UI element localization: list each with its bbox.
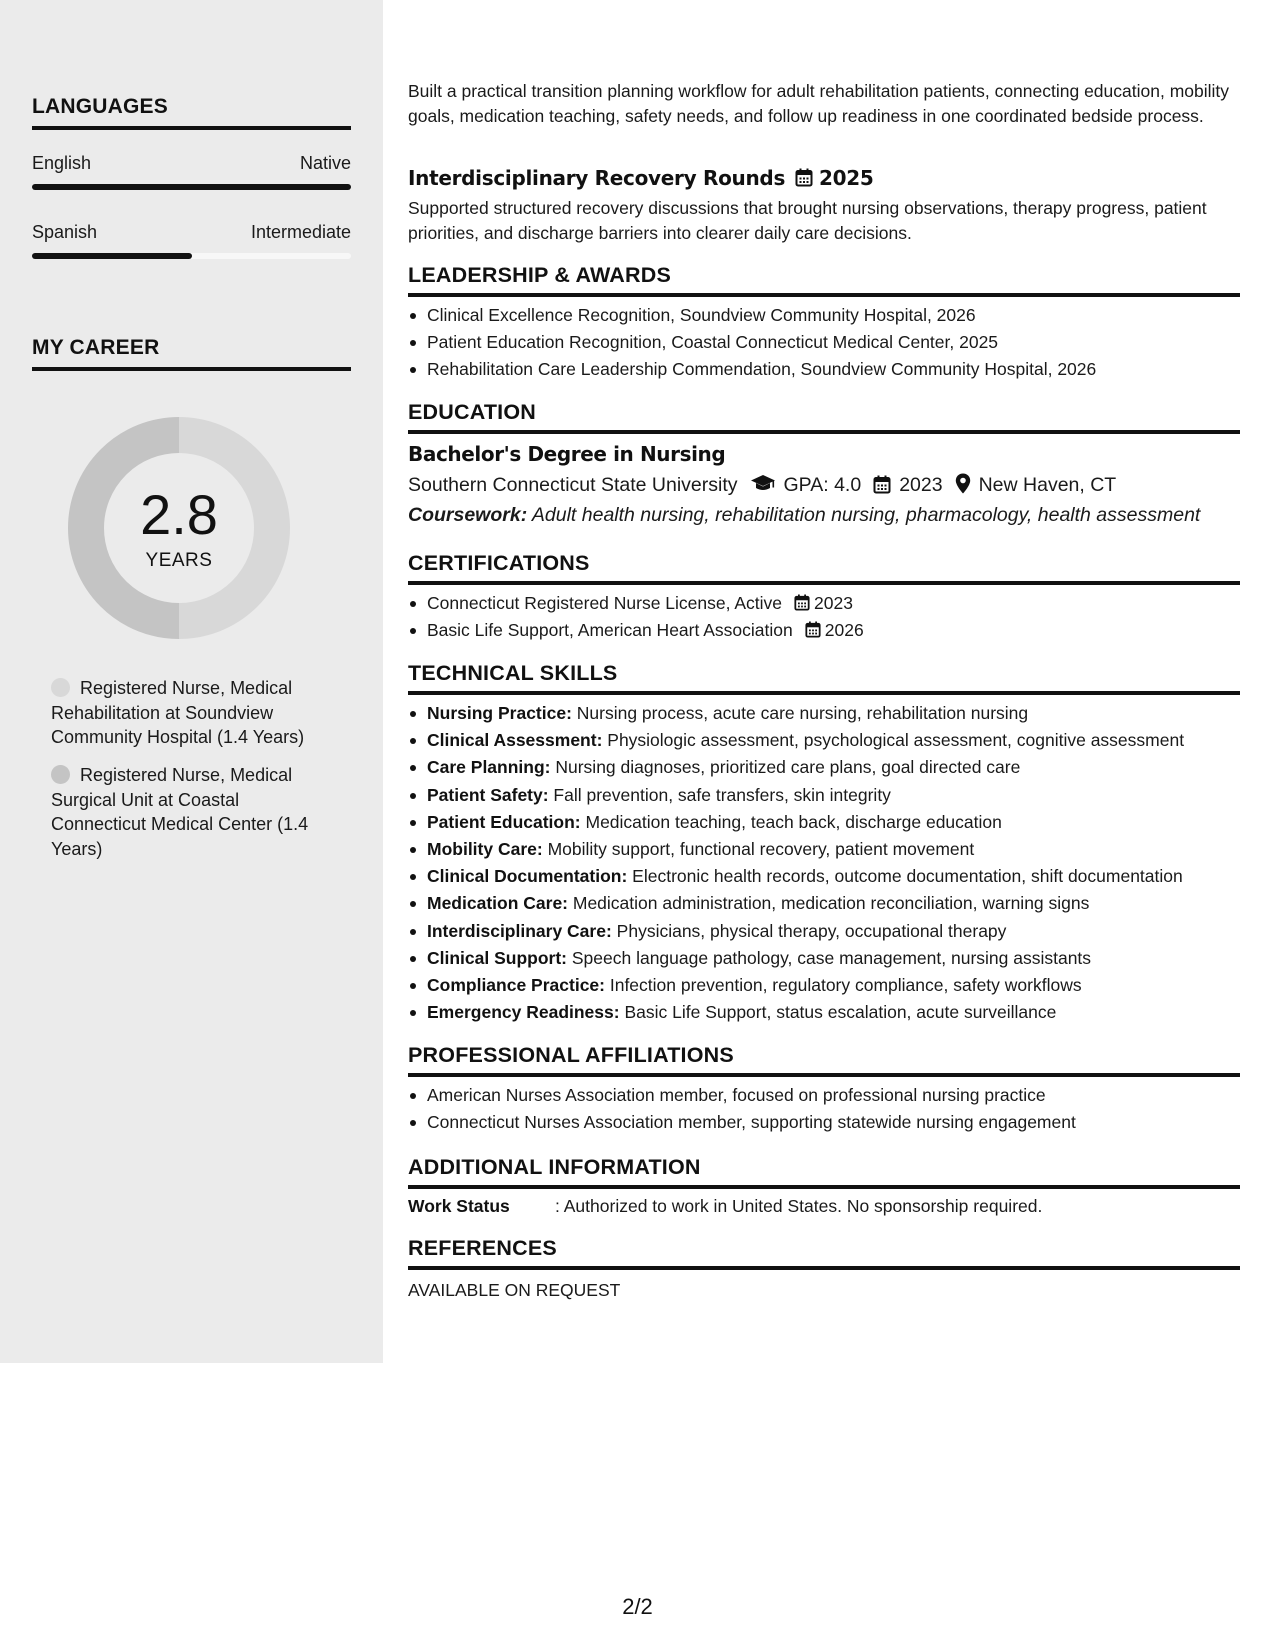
skill-value: Nursing process, acute care nursing, rehabilitation nursing: [571, 703, 1029, 723]
skill-value: Basic Life Support, status escalation, acute surveillance: [619, 1002, 1057, 1023]
list-item: [408, 754, 1240, 781]
page-number: 2/2: [622, 1594, 653, 1619]
career-total-value: 2.8: [140, 483, 218, 546]
language-name: English: [32, 153, 92, 173]
project-title: [408, 166, 874, 192]
leadership-list: [408, 302, 1240, 383]
affiliations-list: [408, 1082, 1240, 1136]
skill-label: Nursing Practice:: [427, 703, 572, 723]
list-item: Connecticut Nurses Association member, supporting statewide nursing engagement: [408, 1109, 1240, 1136]
project-title-text: Interdisciplinary Recovery Rounds: [408, 166, 786, 190]
work-status-value: : Authorized to work in United States. No sponsorship required.: [555, 1196, 1043, 1216]
skills-list: [408, 700, 1240, 1026]
list-item: [408, 590, 1240, 617]
skill-value: Fall prevention, safe transfers, skin integrity: [548, 784, 891, 805]
skill-value: Medication teaching, teach back, discharge education: [580, 811, 1002, 832]
skill-value: Speech language pathology, case management, nursing assistants: [567, 947, 1092, 968]
language-bar-spanish: [32, 253, 351, 259]
section-rule: [408, 691, 1240, 695]
skills-heading: TECHNICAL SKILLS: [408, 661, 618, 685]
section-rule: [408, 293, 1240, 297]
list-item: [408, 700, 1240, 727]
project-description: Built a practical transition planning workflow for adult rehabilitation patients, connecting education, mobility goals, medication teaching, safety needs, and follow up readiness in one coordinated bedside process.: [408, 81, 1230, 126]
list-item: Clinical Excellence Recognition, Soundview Community Hospital, 2026: [408, 302, 1240, 329]
certification-year: 2023: [814, 593, 853, 613]
section-rule: [408, 1266, 1240, 1270]
language-bar-english: [32, 184, 351, 190]
gpa: GPA: 4.0: [783, 474, 862, 496]
career-donut-chart: [66, 415, 292, 641]
certification-name: Connecticut Registered Nurse License, Active: [427, 593, 783, 613]
section-rule: [408, 581, 1240, 585]
skill-value: Electronic health records, outcome documentation, shift documentation: [627, 866, 1183, 887]
list-item: [408, 972, 1240, 999]
section-rule: [408, 430, 1240, 434]
skill-label: Compliance Practice:: [427, 974, 605, 995]
career-legend-label: Registered Nurse, Medical Surgical Unit at Coastal Connecticut Medical Center (1.4 Years): [51, 765, 309, 859]
language-level: Intermediate: [250, 222, 351, 242]
coursework-text: Adult health nursing, rehabilitation nursing, pharmacology, health assessment: [527, 504, 1201, 526]
list-item: Rehabilitation Care Leadership Commendation, Soundview Community Hospital, 2026: [408, 356, 1240, 383]
skill-label: Clinical Support:: [427, 947, 567, 968]
certifications-list: [408, 590, 1240, 644]
skill-label: Clinical Assessment:: [427, 730, 603, 751]
languages-rule: [32, 126, 351, 130]
leadership-heading: LEADERSHIP & AWARDS: [408, 263, 672, 287]
school-location: New Haven, CT: [978, 474, 1117, 496]
list-item: [408, 782, 1240, 809]
skill-value: Mobility support, functional recovery, patient movement: [542, 838, 975, 859]
list-item: [408, 945, 1240, 972]
calendar-icon: [805, 619, 821, 646]
skill-label: Patient Safety:: [427, 784, 549, 805]
career-total-unit: YEARS: [145, 550, 213, 571]
language-name: Spanish: [32, 222, 98, 242]
affiliations-heading: PROFESSIONAL AFFILIATIONS: [408, 1043, 734, 1067]
career-legend-item: [51, 763, 331, 861]
career-legend-item: [51, 676, 331, 750]
project-year: 2025: [819, 166, 874, 190]
school-name: Southern Connecticut State University: [408, 474, 738, 496]
list-item: [408, 890, 1240, 917]
list-item: Patient Education Recognition, Coastal Connecticut Medical Center, 2025: [408, 329, 1240, 356]
skill-label: Medication Care:: [427, 893, 568, 914]
additional-info-heading: ADDITIONAL INFORMATION: [408, 1155, 701, 1179]
skill-label: Mobility Care:: [427, 838, 543, 859]
coursework: [408, 504, 1240, 527]
section-rule: [408, 1185, 1240, 1189]
skill-value: Nursing diagnoses, prioritized care plans, goal directed care: [550, 757, 1021, 778]
calendar-icon: [795, 168, 813, 192]
list-item: American Nurses Association member, focused on professional nursing practice: [408, 1082, 1240, 1109]
calendar-icon: [873, 475, 891, 500]
languages-heading: LANGUAGES: [32, 95, 168, 118]
list-item: [408, 727, 1240, 754]
list-item: [408, 999, 1240, 1026]
list-item: [408, 809, 1240, 836]
language-level: Native: [299, 153, 351, 173]
skill-label: Patient Education:: [427, 811, 581, 832]
skill-label: Care Planning:: [427, 757, 551, 778]
legend-dot: [51, 678, 70, 697]
list-item: [408, 836, 1240, 863]
education-heading: EDUCATION: [408, 400, 537, 424]
project-description: Supported structured recovery discussions that brought nursing observations, therapy progress, patient priorities, and discharge barriers into clearer daily care decisions.: [408, 198, 1207, 243]
work-status-label: Work Status: [408, 1196, 510, 1216]
skill-label: Emergency Readiness:: [427, 1002, 620, 1023]
language-bar-fill: [32, 253, 192, 259]
certification-name: Basic Life Support, American Heart Association: [427, 620, 793, 640]
language-bar-fill: [32, 184, 351, 190]
references-text: AVAILABLE ON REQUEST: [408, 1280, 621, 1300]
skill-value: Medication administration, medication reconciliation, warning signs: [568, 893, 1090, 914]
skill-label: Interdisciplinary Care:: [427, 920, 612, 941]
skill-value: Physiologic assessment, psychological assessment, cognitive assessment: [602, 730, 1185, 751]
map-pin-icon: [955, 473, 971, 500]
coursework-label: Coursework:: [408, 504, 528, 526]
graduation-cap-icon: [750, 474, 776, 500]
certification-year: 2026: [824, 620, 864, 640]
legend-dot: [51, 765, 70, 784]
degree-title: Bachelor's Degree in Nursing: [408, 442, 726, 466]
list-item: [408, 617, 1240, 644]
certifications-heading: CERTIFICATIONS: [408, 551, 590, 575]
career-rule: [32, 367, 351, 371]
career-heading: MY CAREER: [32, 336, 160, 359]
list-item: [408, 863, 1240, 890]
graduation-year: 2023: [899, 474, 943, 496]
section-rule: [408, 1073, 1240, 1077]
education-details: [408, 473, 1116, 500]
career-legend-label: Registered Nurse, Medical Rehabilitation at Soundview Community Hospital (1.4 Years): [51, 678, 305, 747]
skill-label: Clinical Documentation:: [427, 866, 628, 887]
references-heading: REFERENCES: [408, 1236, 557, 1260]
skill-value: Infection prevention, regulatory compliance, safety workflows: [604, 974, 1082, 995]
calendar-icon: [794, 592, 810, 619]
list-item: [408, 918, 1240, 945]
skill-value: Physicians, physical therapy, occupational therapy: [611, 920, 1007, 941]
